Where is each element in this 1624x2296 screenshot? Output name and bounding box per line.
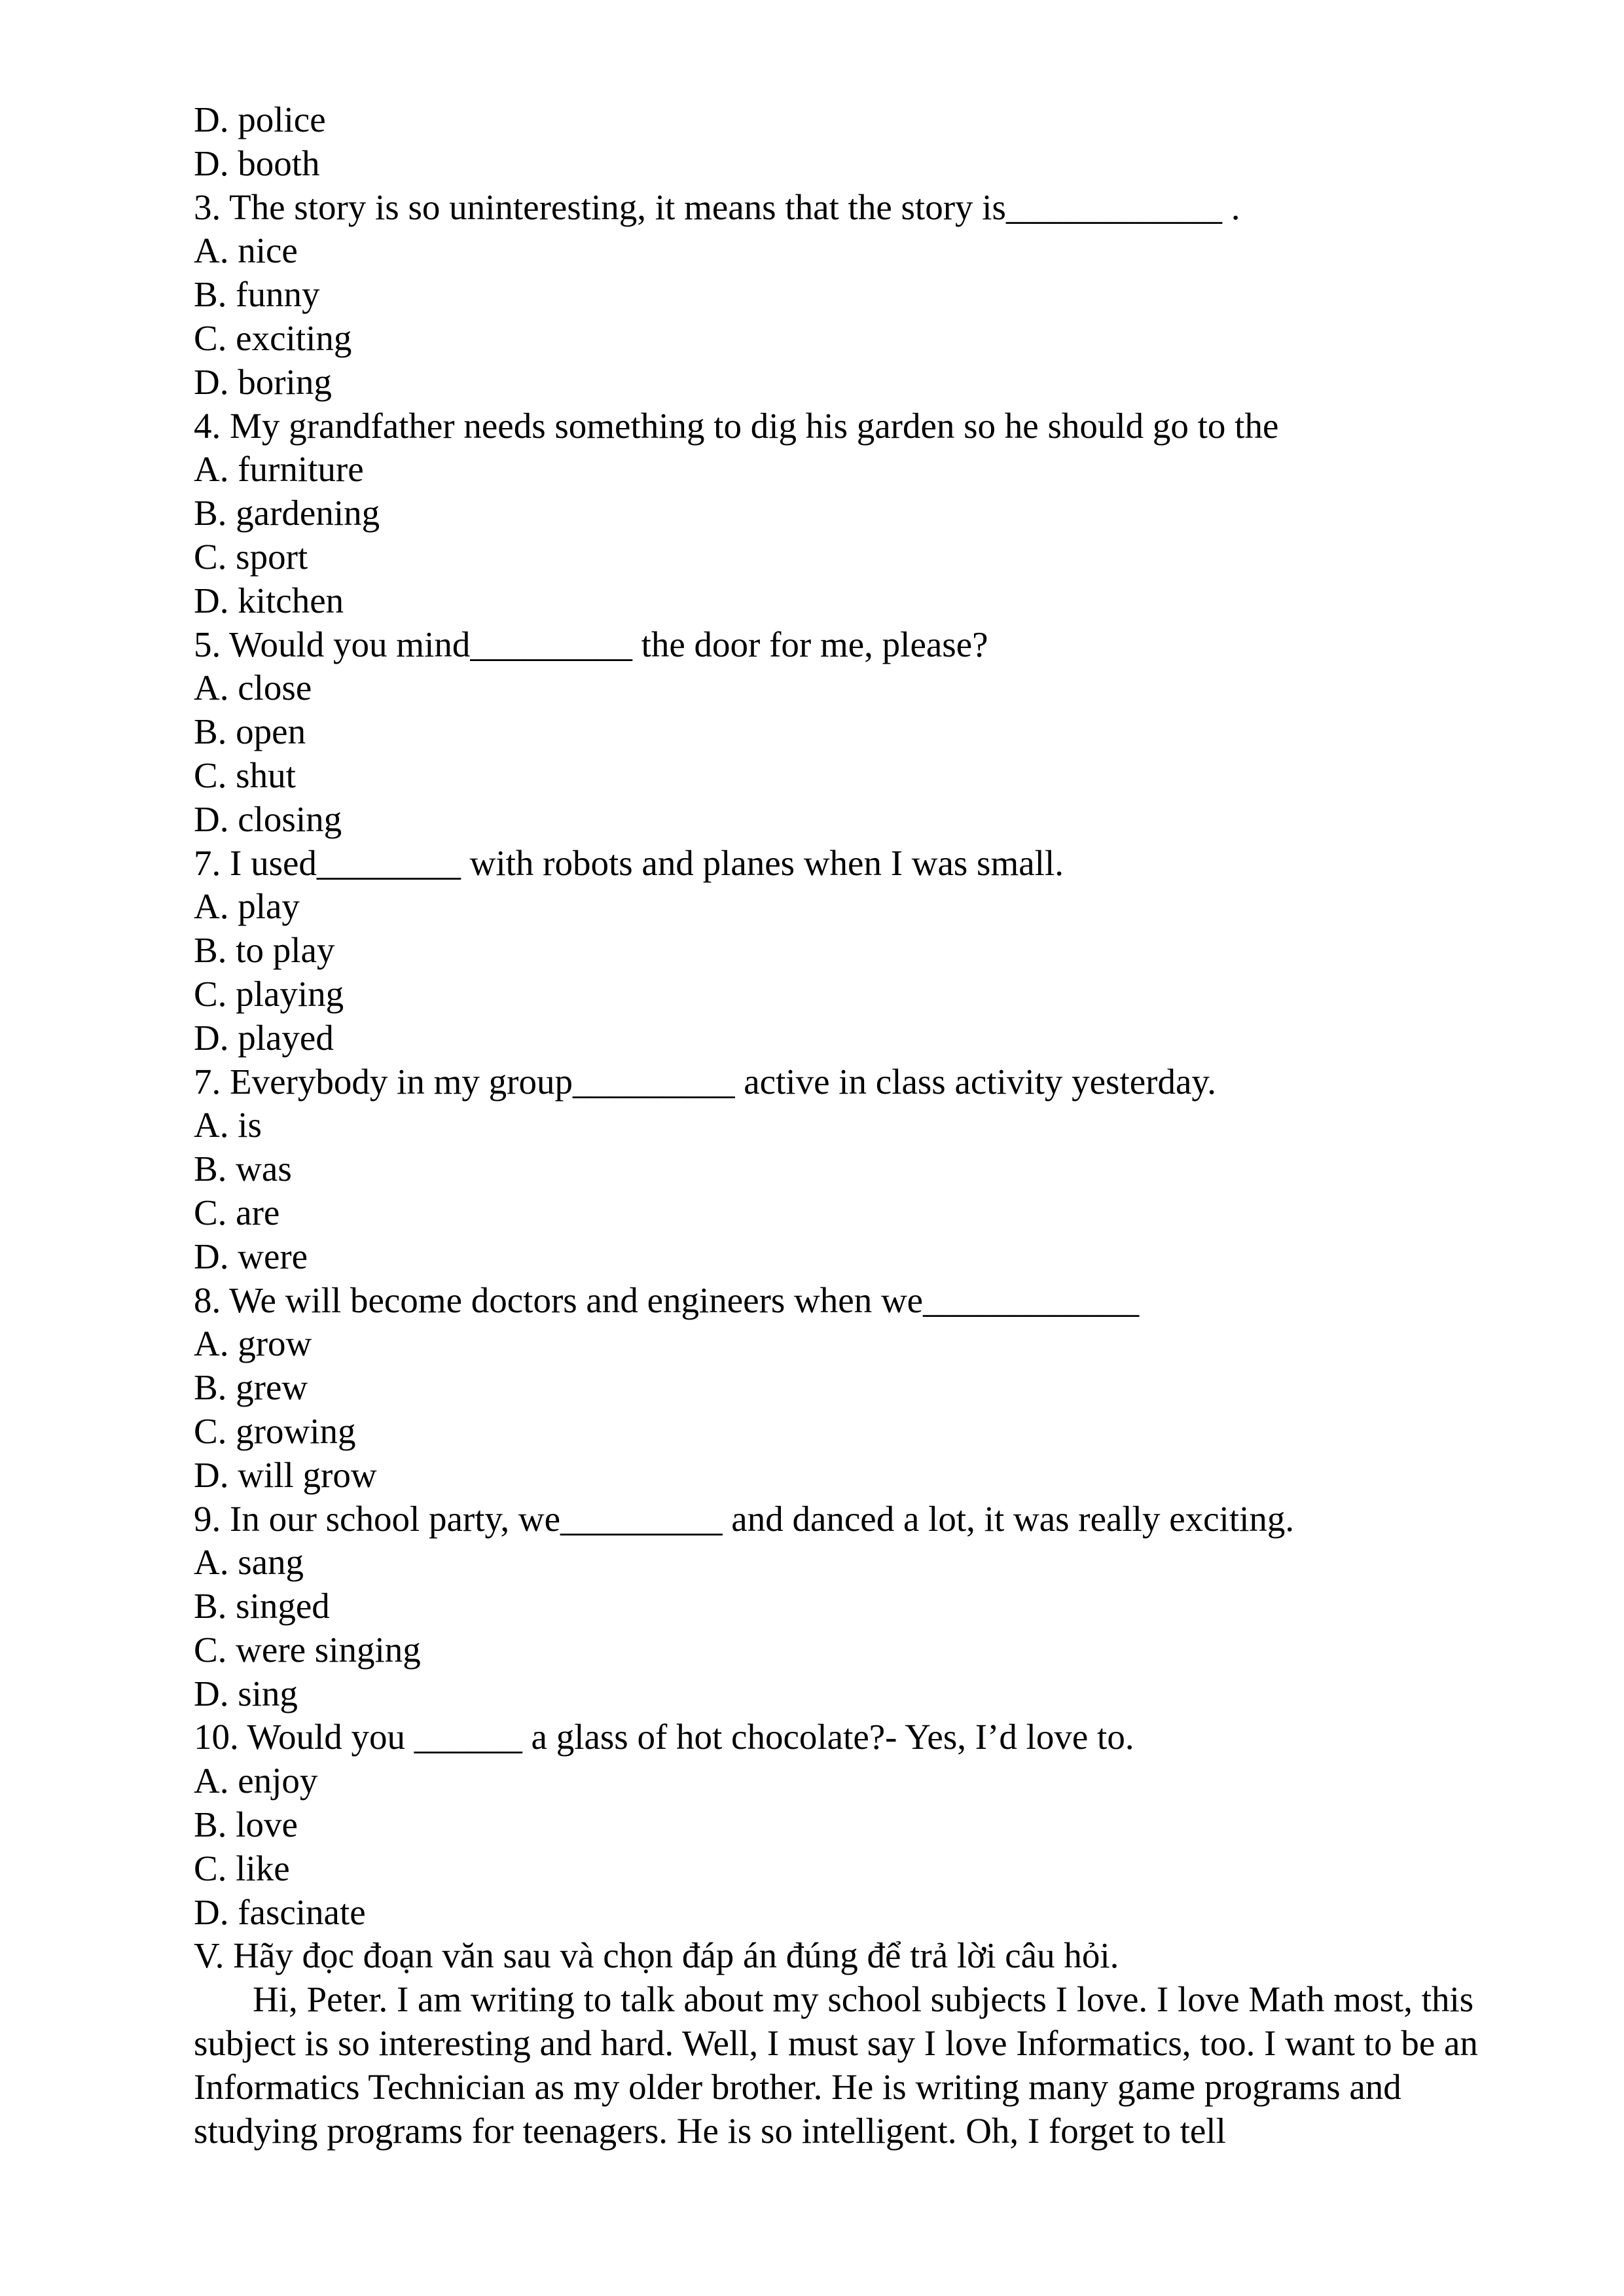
q7a-option-b: B. to play xyxy=(194,930,335,971)
q3-option-d: D. boring xyxy=(194,361,332,402)
q8-option-b: B. grew xyxy=(194,1367,308,1408)
option-d-booth: D. booth xyxy=(194,143,320,183)
q3-option-c: C. exciting xyxy=(194,317,352,358)
q10-option-a: A. enjoy xyxy=(194,1761,318,1801)
q4-option-c: C. sport xyxy=(194,536,308,577)
question-10: 10. Would you ______ a glass of hot chocolate?- Yes, I’d love to. xyxy=(194,1717,1134,1757)
q10-option-b: B. love xyxy=(194,1804,298,1845)
q7b-option-d: D. were xyxy=(194,1236,308,1276)
q5-option-c: C. shut xyxy=(194,755,296,795)
question-3: 3. The story is so uninteresting, it means that the story is____________ . xyxy=(194,187,1240,227)
q7a-option-a: A. play xyxy=(194,886,300,927)
q10-option-c: C. like xyxy=(194,1848,290,1888)
q9-option-a: A. sang xyxy=(194,1542,304,1583)
q7b-option-b: B. was xyxy=(194,1149,292,1189)
question-4: 4. My grandfather needs something to dig his garden so he should go to the xyxy=(194,405,1279,446)
reading-passage: Hi, Peter. I am writing to talk about my school subjects I love. I love Math most, this subject is so interesting and hard. Well, I must say I love Informatics, too. I want to be an Informatics Technician as my older brother. He is writing many game programs and studying programs for teenagers. He is so intelligent. Oh, I forget to tell xyxy=(194,1979,1478,2151)
question-8: 8. We will become doctors and engineers when we____________ xyxy=(194,1280,1140,1320)
q5-option-d: D. closing xyxy=(194,798,342,839)
section-v-heading: V. Hãy đọc đoạn văn sau và chọn đáp án đúng để trả lời câu hỏi. xyxy=(194,1935,1119,1976)
question-7b: 7. Everybody in my group_________ active in class activity yesterday. xyxy=(194,1061,1217,1102)
question-5: 5. Would you mind_________ the door for me, please? xyxy=(194,624,988,664)
question-9: 9. In our school party, we_________ and danced a lot, it was really exciting. xyxy=(194,1498,1295,1539)
q5-option-b: B. open xyxy=(194,711,306,752)
q5-option-a: A. close xyxy=(194,668,312,708)
q4-option-b: B. gardening xyxy=(194,493,380,533)
q9-option-b: B. singed xyxy=(194,1586,330,1626)
q3-option-b: B. funny xyxy=(194,274,320,315)
q7b-option-c: C. are xyxy=(194,1192,280,1232)
q4-option-a: A. furniture xyxy=(194,449,364,490)
q4-option-d: D. kitchen xyxy=(194,580,344,620)
q8-option-d: D. will grow xyxy=(194,1454,377,1495)
question-7a: 7. I used________ with robots and planes when I was small. xyxy=(194,842,1064,883)
q7a-option-d: D. played xyxy=(194,1017,334,1058)
q3-option-a: A. nice xyxy=(194,230,298,271)
document-page xyxy=(194,98,1516,2153)
q7a-option-c: C. playing xyxy=(194,973,344,1014)
q9-option-c: C. were singing xyxy=(194,1629,421,1670)
q8-option-c: C. growing xyxy=(194,1410,356,1451)
q10-option-d: D. fascinate xyxy=(194,1892,366,1932)
option-d-police: D. police xyxy=(194,99,326,139)
q9-option-d: D. sing xyxy=(194,1673,298,1713)
q7b-option-a: A. is xyxy=(194,1105,262,1145)
q8-option-a: A. grow xyxy=(194,1323,312,1364)
